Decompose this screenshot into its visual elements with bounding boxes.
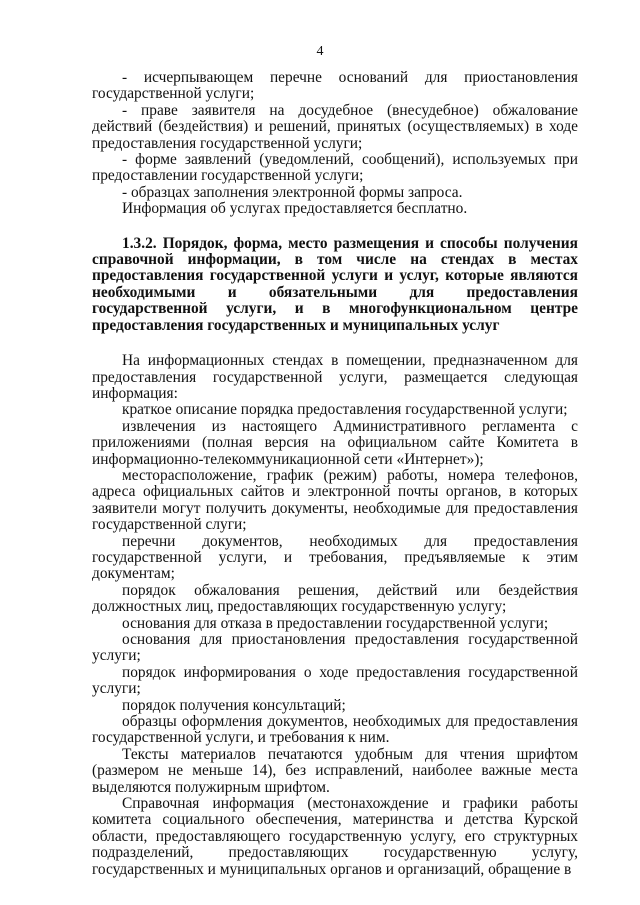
reference-info-paragraph: Справочная информация (местонахождение и графики работы комитета социального обеспечения, материнства и детства Курской области, предоставляющего государственную услугу, его структурных подразделений, предоставляющих государственную услугу, государственных и муниципальных органов и организаций, обращение в [92,795,578,878]
stand-list-item: образцы оформления документов, необходимых для предоставления государственной услуги, и требования к ним. [92,713,578,747]
stand-list-item: перечни документов, необходимых для предоставления государственной услуги, и требования, предъявляемые к этим документам; [92,532,578,583]
page-body [92,70,578,878]
free-info-paragraph: Информация об услугах предоставляется бесплатно. [122,200,468,218]
section-heading: 1.3.2. Порядок, форма, место размещения и способы получения справочной информации, в том числе на стендах в местах предоставления государственной услуги и услуг, которые являются необходимыми и обязательными для предоставления государственной услуги, и в многофункциональном центре предоставления государственных и муниципальных услуг [92,234,578,334]
stand-intro-paragraph: На информационных стендах в помещении, предназначенном для предоставления государственной услуги, размещается следующая информация: [92,352,578,402]
intro-list-item: - праве заявителя на досудебное (внесудебное) обжалование действий (бездействия) и решений, принятых (осуществляемых) в ходе предоставления государственной услуги; [92,101,578,152]
stand-list-item: порядок получения консультаций; [122,696,346,714]
intro-list-item: - образцах заполнения электронной формы запроса. [122,183,463,201]
stand-list-item: порядок обжалования решения, действий или бездействия должностных лиц, предоставляющих государственную услугу; [92,581,578,616]
stand-list-item: месторасположение, график (режим) работы, номера телефонов, адреса официальных сайтов и электронной почты органов, в которых заявители могут получить документы, необходимые для предоставления государственной слуги; [92,466,578,534]
intro-list-item: - форме заявлений (уведомлений, сообщений), используемых при предоставлении государственной услуги; [92,151,578,185]
intro-list-item: - исчерпывающем перечне оснований для приостановления государственной услуги; [92,69,578,103]
stand-list-item: краткое описание порядка предоставления государственной услуги; [122,401,568,419]
stand-list-item: порядок информирования о ходе предоставления государственной услуги; [92,663,578,698]
font-note-paragraph: Тексты материалов печатаются удобным для чтения шрифтом (размером не меньше 14), без исправлений, наиболее важные места выделяются полужирным шрифтом. [92,745,578,796]
stand-list-item: основания для отказа в предоставлении государственной услуги; [122,614,549,632]
stand-list-item: основания для приостановления предоставления государственной услуги; [92,631,578,665]
page-number: 4 [316,44,324,59]
stand-list-item: извлечения из настоящего Административного регламента с приложениями (полная версия на официальном сайте Комитета в информационно-телекоммуникационной сети «Интернет»); [92,417,578,468]
